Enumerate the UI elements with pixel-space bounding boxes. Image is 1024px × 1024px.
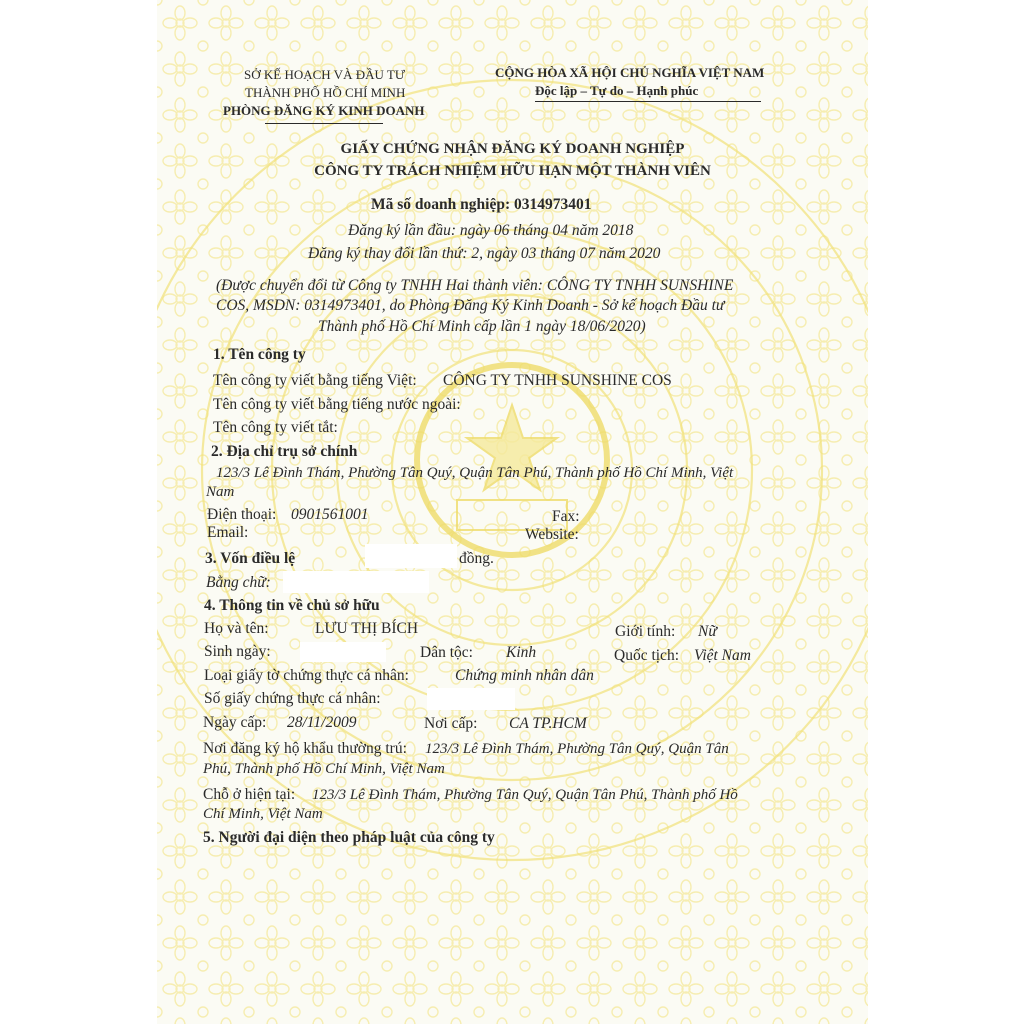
owner-name-label: Họ và tên: — [204, 620, 269, 637]
conversion-note-line2: COS, MSDN: 0314973401, do Phòng Đăng Ký Kinh Doanh - Sở kế hoạch Đầu tư — [216, 297, 725, 314]
email-label: Email: — [207, 524, 249, 541]
current-address-label: Chỗ ở hiện tại: — [203, 786, 296, 803]
id-number-label: Số giấy chứng thực cá nhân: — [204, 690, 381, 707]
ethnic-label: Dân tộc: — [420, 644, 473, 661]
current-address-line2: Chí Minh, Việt Nam — [203, 806, 323, 822]
section2-heading: 2. Địa chỉ trụ sở chính — [211, 443, 358, 460]
company-name-foreign-label: Tên công ty viết bằng tiếng nước ngoài: — [213, 396, 461, 413]
permanent-address-line2: Phú, Thành phố Hồ Chí Minh, Việt Nam — [203, 761, 445, 777]
gender-label: Giới tính: — [615, 623, 676, 640]
certificate-title: GIẤY CHỨNG NHẬN ĐĂNG KÝ DOANH NGHIỆP — [340, 141, 685, 157]
company-name-vn-value: CÔNG TY TNHH SUNSHINE COS — [443, 372, 672, 389]
issue-place-label: Nơi cấp: — [424, 715, 478, 732]
company-name-vn-label: Tên công ty viết bằng tiếng Việt: — [213, 372, 417, 389]
ethnic-value: Kinh — [506, 644, 537, 661]
gender-value: Nữ — [698, 623, 717, 640]
website-label: Website: — [525, 526, 579, 543]
header-left-underline — [265, 123, 383, 124]
enterprise-code — [371, 196, 591, 214]
enterprise-code-value: 0314973401 — [513, 196, 592, 213]
capital-unit: đồng. — [459, 550, 494, 567]
header-office: PHÒNG ĐĂNG KÝ KINH DOANH — [223, 103, 425, 118]
redacted-capital-words — [283, 571, 429, 593]
owner-name-value: LƯU THỊ BÍCH — [315, 620, 419, 637]
phone-value: 0901561001 — [291, 506, 369, 523]
section3-heading: 3. Vốn điều lệ — [205, 550, 296, 567]
redacted-id-number — [427, 688, 515, 710]
issue-place-value: CA TP.HCM — [509, 715, 587, 732]
certificate-page — [157, 0, 868, 1024]
nationality-value: Việt Nam — [694, 647, 751, 664]
nationality-label: Quốc tịch: — [614, 647, 679, 664]
permanent-address-line1: 123/3 Lê Đình Thám, Phường Tân Quý, Quận Tân — [425, 741, 729, 757]
conversion-note-line1: (Được chuyển đổi từ Công ty TNHH Hai thành viên: CÔNG TY TNHH SUNSHINE — [216, 277, 734, 294]
issue-date-label: Ngày cấp: — [203, 714, 267, 731]
issue-date-value: 28/11/2009 — [287, 714, 357, 731]
redacted-capital-amount — [365, 544, 457, 568]
head-office-address-line2: Nam — [206, 484, 235, 500]
phone-label: Điện thoại: — [207, 506, 277, 523]
redacted-dob — [300, 642, 386, 662]
conversion-note-line3: Thành phố Hồ Chí Minh cấp lần 1 ngày 18/06/2020) — [318, 318, 646, 335]
header-right-underline — [535, 101, 761, 102]
change-registration: Đăng ký thay đổi lần thứ: 2, ngày 03 tháng 07 năm 2020 — [308, 245, 661, 262]
id-type-label: Loại giấy tờ chứng thực cá nhân: — [204, 667, 409, 684]
header-nation: CỘNG HÒA XÃ HỘI CHỦ NGHĨA VIỆT NAM — [495, 65, 765, 80]
head-office-address-line1: 123/3 Lê Đình Thám, Phường Tân Quý, Quận Tân Phú, Thành phố Hồ Chí Minh, Việt — [216, 465, 734, 481]
company-type-title: CÔNG TY TRÁCH NHIỆM HỮU HẠN MỘT THÀNH VIÊN — [314, 163, 711, 179]
section5-heading: 5. Người đại diện theo pháp luật của công ty — [203, 829, 495, 846]
capital-words-label: Bằng chữ: — [206, 574, 271, 591]
dob-label: Sinh ngày: — [204, 643, 271, 660]
first-registration: Đăng ký lần đầu: ngày 06 tháng 04 năm 2018 — [348, 222, 634, 239]
id-type-value: Chứng minh nhân dân — [455, 667, 594, 684]
company-name-short-label: Tên công ty viết tắt: — [213, 419, 338, 436]
section1-heading: 1. Tên công ty — [213, 346, 306, 363]
current-address-line1: 123/3 Lê Đình Thám, Phường Tân Quý, Quận Tân Phú, Thành phố Hồ — [312, 787, 738, 803]
fax-label: Fax: — [552, 508, 580, 525]
header-city: THÀNH PHỐ HỒ CHÍ MINH — [245, 85, 406, 100]
permanent-address-label: Nơi đăng ký hộ khẩu thường trú: — [203, 740, 407, 757]
header-motto: Độc lập – Tự do – Hạnh phúc — [535, 83, 699, 98]
section4-heading: 4. Thông tin về chủ sở hữu — [204, 597, 380, 614]
enterprise-code-label: Mã số doanh nghiệp: — [371, 196, 511, 213]
header-department: SỞ KẾ HOẠCH VÀ ĐẦU TƯ — [244, 67, 405, 82]
